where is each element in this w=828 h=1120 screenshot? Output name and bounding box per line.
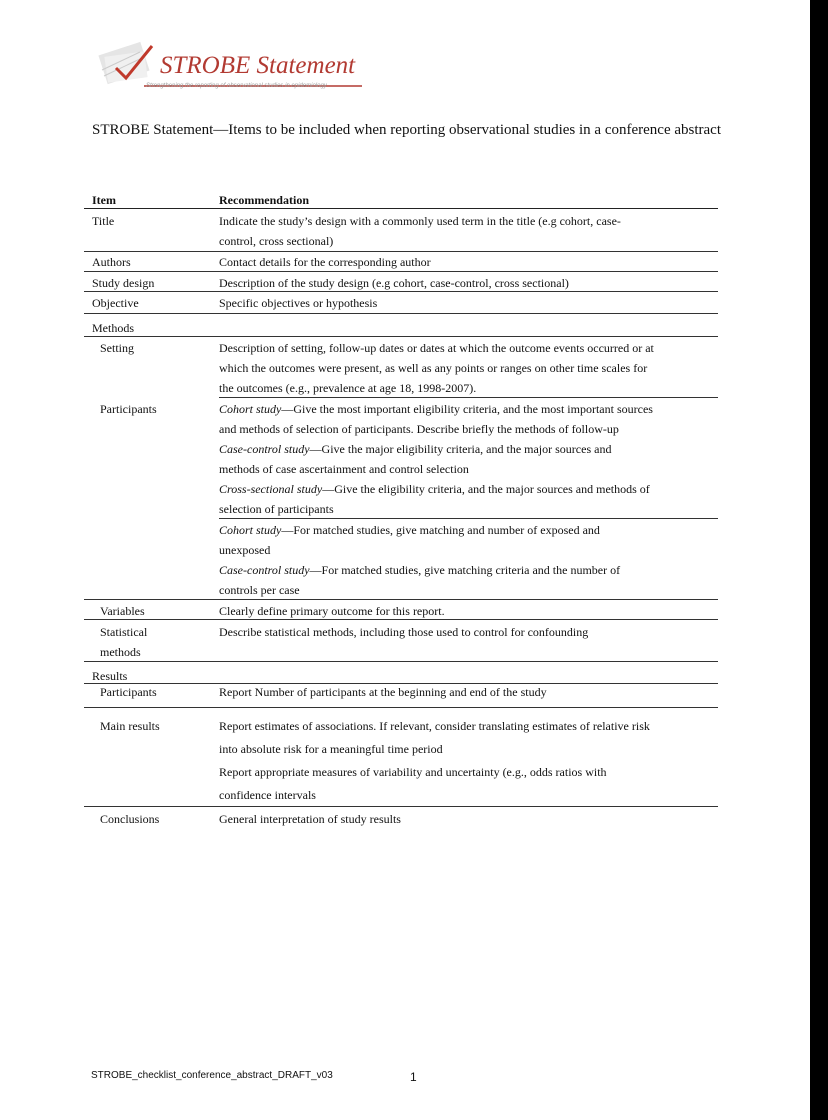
rec-participants-cc-line1 bbox=[219, 439, 611, 459]
item-participants: Participants bbox=[100, 402, 157, 416]
rec-setting-line1: Description of setting, follow-up dates or dates at which the outcome events occurred or at bbox=[219, 341, 654, 355]
rec-participants-cohort-line1 bbox=[219, 399, 653, 419]
rule-header bbox=[84, 208, 718, 209]
item-variables: Variables bbox=[100, 604, 145, 618]
rule-statistical bbox=[84, 661, 718, 662]
rule-authors bbox=[84, 271, 718, 272]
text-cohort-study: —Give the most important eligibility criteria, and the most important sources bbox=[281, 402, 653, 416]
rec-participants-cs-line1 bbox=[219, 479, 650, 499]
footer-filename: STROBE_checklist_conference_abstract_DRAFT_v03 bbox=[91, 1070, 333, 1081]
label-case-control-study-matched: Case-control study bbox=[219, 563, 310, 577]
item-setting: Setting bbox=[100, 341, 135, 355]
logo-tagline: Strengthening the reporting of observational studies in epidemiology bbox=[146, 83, 327, 89]
section-results: Results bbox=[92, 669, 128, 683]
footer-page-number: 1 bbox=[410, 1070, 417, 1084]
rec-participants-cc-matched-line2: controls per case bbox=[219, 583, 300, 597]
rule-participants bbox=[84, 599, 718, 600]
rule-methods bbox=[84, 336, 718, 337]
text-case-control-study: —Give the major eligibility criteria, and the major sources and bbox=[309, 442, 612, 456]
rule-setting bbox=[219, 397, 718, 398]
rec-conclusions: General interpretation of study results bbox=[219, 812, 401, 826]
rec-main-results-line2: into absolute risk for a meaningful time period bbox=[219, 742, 443, 756]
rec-statistical: Describe statistical methods, including those used to control for confounding bbox=[219, 625, 589, 639]
item-main-results: Main results bbox=[100, 719, 160, 733]
item-statistical-line2: methods bbox=[100, 645, 141, 659]
rec-setting-line3: the outcomes (e.g., prevalence at age 18, 1998-2007). bbox=[219, 381, 477, 395]
rec-participants-cohort-line2: and methods of selection of participants. Describe briefly the methods of follow-up bbox=[219, 422, 619, 436]
item-authors: Authors bbox=[92, 255, 131, 269]
item-title: Title bbox=[92, 214, 115, 228]
item-statistical-line1: Statistical bbox=[100, 625, 148, 639]
rule-objective bbox=[84, 313, 718, 314]
rec-participants-cs-line2: selection of participants bbox=[219, 502, 334, 516]
text-case-control-study-matched: —For matched studies, give matching criteria and the number of bbox=[309, 563, 621, 577]
rec-participants-cc-matched-line1 bbox=[219, 560, 620, 580]
item-objective: Objective bbox=[92, 296, 139, 310]
rec-variables: Clearly define primary outcome for this report. bbox=[219, 604, 445, 618]
section-methods: Methods bbox=[92, 321, 134, 335]
rec-study-design: Description of the study design (e.g cohort, case-control, cross sectional) bbox=[219, 276, 569, 290]
label-cross-sectional-study: Cross-sectional study bbox=[219, 482, 323, 496]
rule-main-results bbox=[84, 806, 718, 807]
rec-objective: Specific objectives or hypothesis bbox=[219, 296, 378, 310]
rec-main-results-line3: Report appropriate measures of variability and uncertainty (e.g., odds ratios with bbox=[219, 765, 607, 779]
rule-results-participants bbox=[84, 707, 718, 708]
label-case-control-study: Case-control study bbox=[219, 442, 310, 456]
item-study-design: Study design bbox=[92, 276, 155, 290]
rec-main-results-line1: Report estimates of associations. If relevant, consider translating estimates of relative risk bbox=[219, 719, 650, 733]
rec-participants-cohort-matched-line1 bbox=[219, 520, 600, 540]
rule-variables bbox=[84, 619, 718, 620]
rec-title-line2: control, cross sectional) bbox=[219, 234, 334, 248]
rec-main-results-line4: confidence intervals bbox=[219, 788, 316, 802]
rule-study-design bbox=[84, 291, 718, 292]
document-heading: STROBE Statement—Items to be included when reporting observational studies in a conference abstract bbox=[92, 122, 721, 138]
rec-results-participants: Report Number of participants at the beginning and end of the study bbox=[219, 685, 547, 699]
column-header-item: Item bbox=[92, 193, 116, 207]
rec-title-line1: Indicate the study’s design with a commonly used term in the title (e.g cohort, case- bbox=[219, 214, 621, 228]
rec-authors: Contact details for the corresponding author bbox=[219, 255, 431, 269]
text-cross-sectional-study: —Give the eligibility criteria, and the major sources and methods of bbox=[322, 482, 650, 496]
item-conclusions: Conclusions bbox=[100, 812, 160, 826]
label-cohort-study-matched: Cohort study bbox=[219, 523, 282, 537]
rec-participants-cc-line2: methods of case ascertainment and control selection bbox=[219, 462, 469, 476]
column-header-recommendation: Recommendation bbox=[219, 193, 309, 207]
item-results-participants: Participants bbox=[100, 685, 157, 699]
rec-setting-line2: which the outcomes were present, as well as any points or ranges on other time scales for bbox=[219, 361, 648, 375]
rule-participants-split bbox=[219, 518, 718, 519]
logo-title: STROBE Statement bbox=[160, 52, 356, 79]
label-cohort-study: Cohort study bbox=[219, 402, 282, 416]
text-cohort-study-matched: —For matched studies, give matching and number of exposed and bbox=[281, 523, 600, 537]
rec-participants-cohort-matched-line2: unexposed bbox=[219, 543, 271, 557]
